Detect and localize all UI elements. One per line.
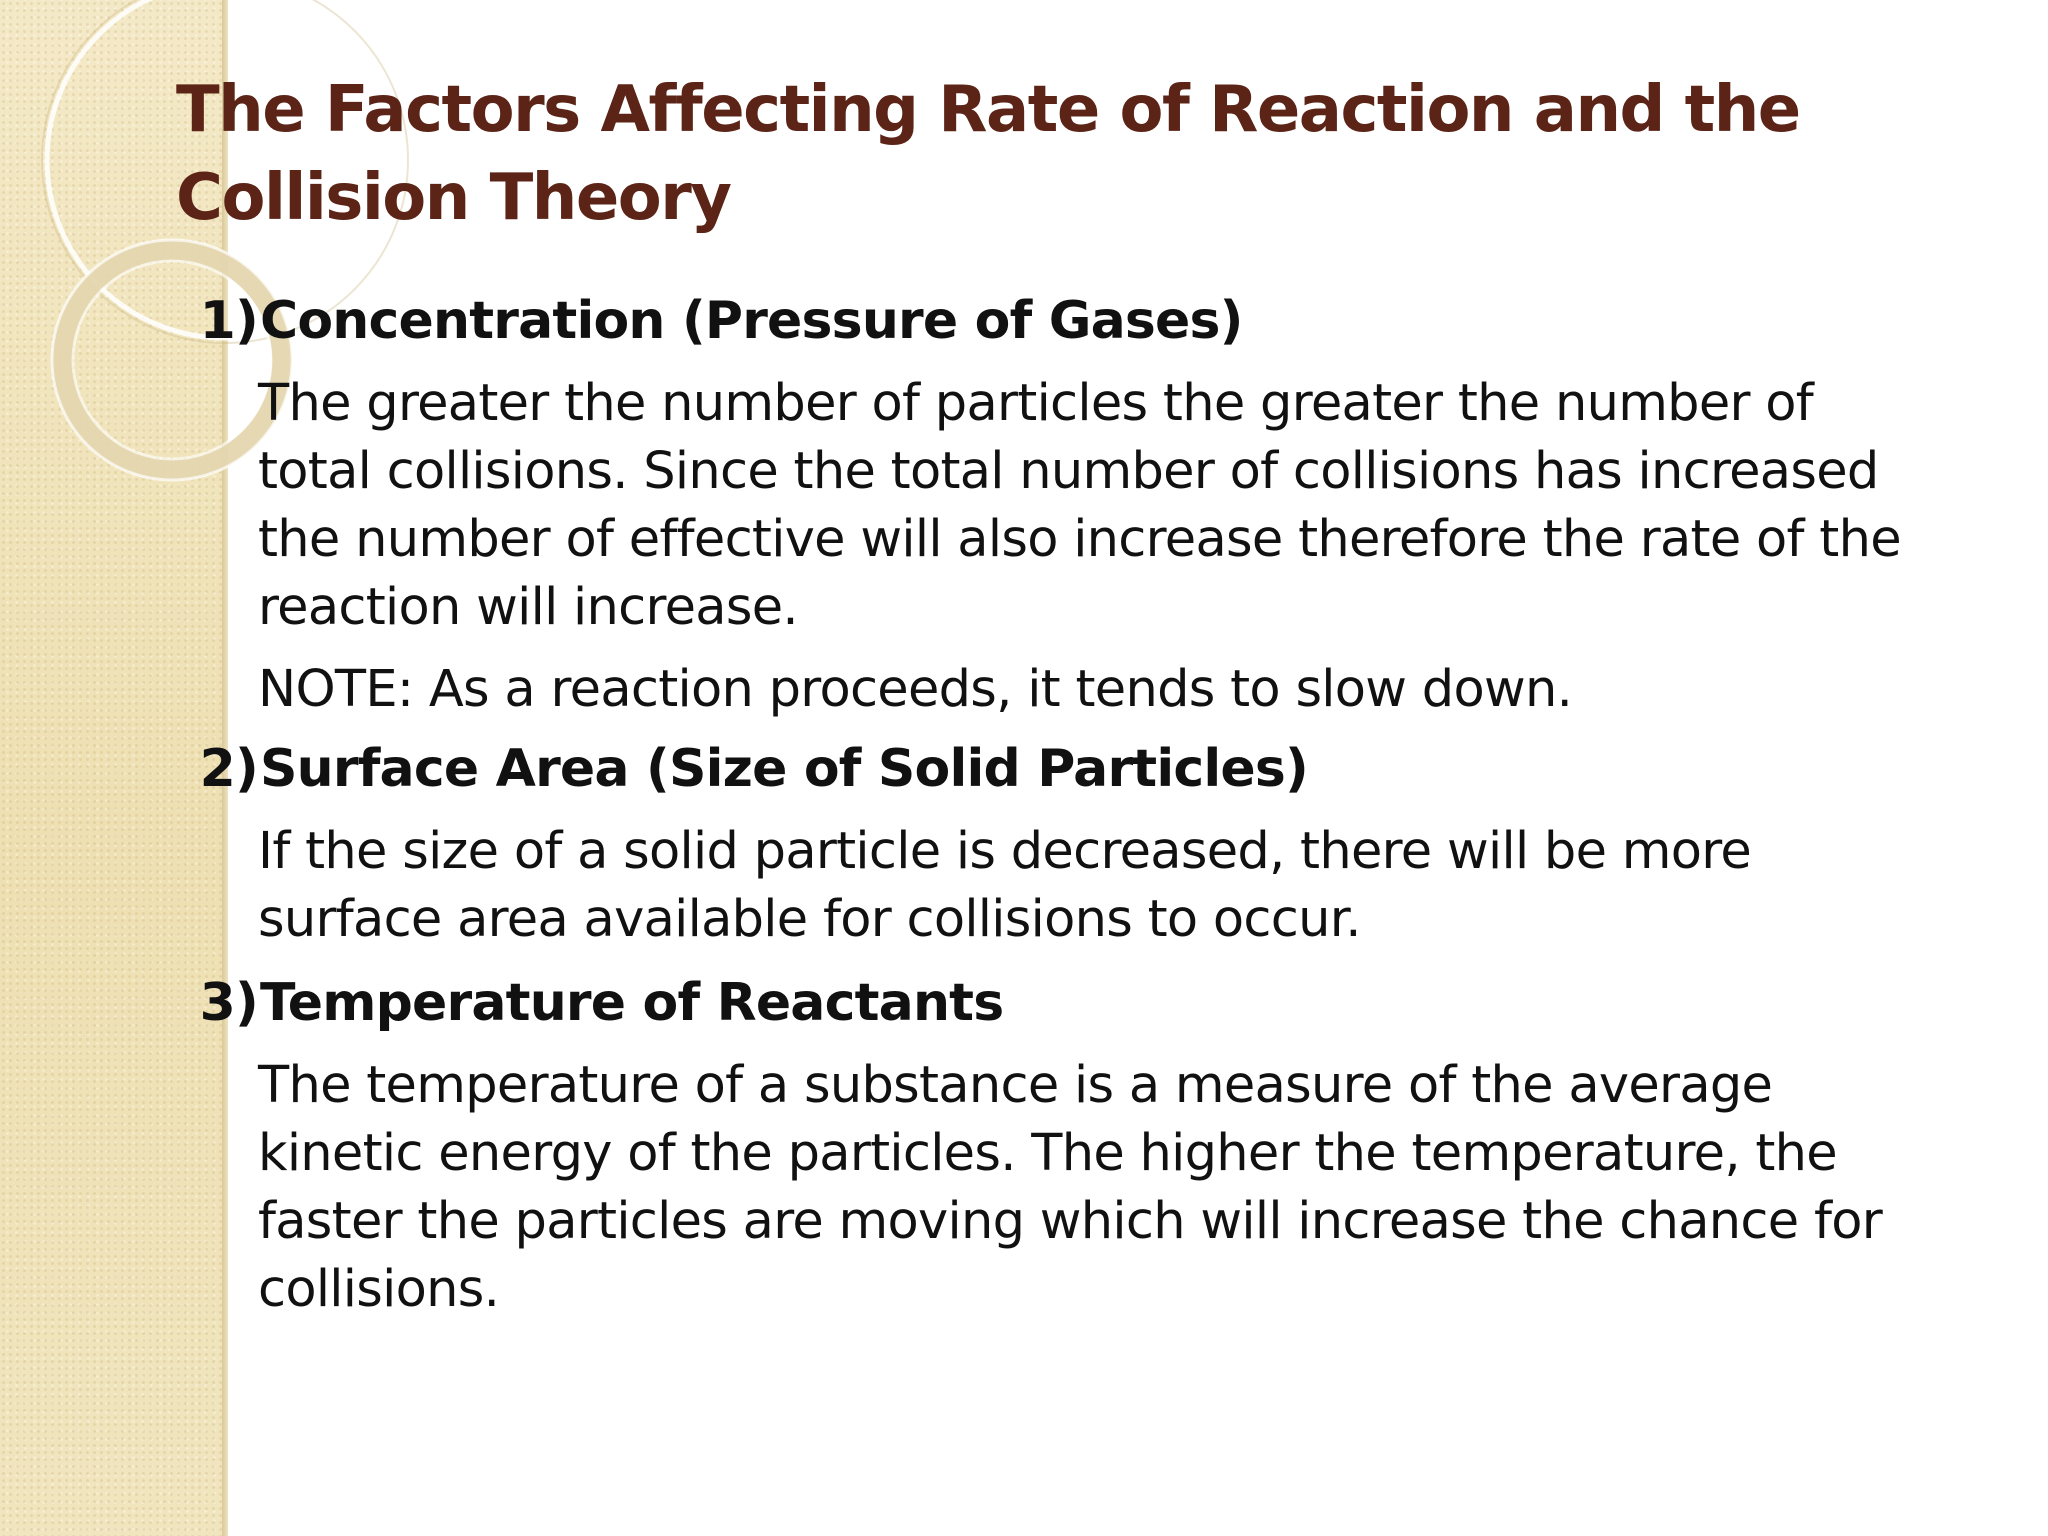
item-3-heading [190, 968, 1910, 1038]
item-3-number: 3) [199, 973, 258, 1033]
item-1-note: NOTE: As a reaction proceeds, it tends to slow down. [258, 660, 1573, 719]
item-1-title: Concentration (Pressure of Gases) [260, 291, 1243, 351]
item-3-title: Temperature of Reactants [260, 973, 1004, 1033]
item-1-heading [190, 286, 1910, 356]
item-2-heading [190, 734, 1910, 804]
item-3-paragraph-1: The temperature of a substance is a measure of the average kinetic energy of the particles. The higher the temperature, the faster the particles are moving which will increase the chance for collisions. [258, 1056, 1882, 1319]
slide-content [190, 286, 1910, 1338]
title-line-2: Collision Theory [176, 161, 731, 235]
item-1-paragraph-1: The greater the number of particles the greater the number of total collisions. Since the total number of collisions has increased the number of effective will also increase therefore the rate of the reaction will increase. [258, 374, 1901, 637]
item-2-number: 2) [199, 739, 258, 799]
title-line-1: The Factors Affecting Rate of Reaction and the [176, 73, 1800, 147]
item-1-number: 1) [199, 291, 258, 351]
item-2-title: Surface Area (Size of Solid Particles) [260, 739, 1309, 799]
slide-title [176, 66, 1976, 242]
item-2-paragraph-1: If the size of a solid particle is decreased, there will be more surface area available for collisions to occur. [258, 822, 1752, 949]
